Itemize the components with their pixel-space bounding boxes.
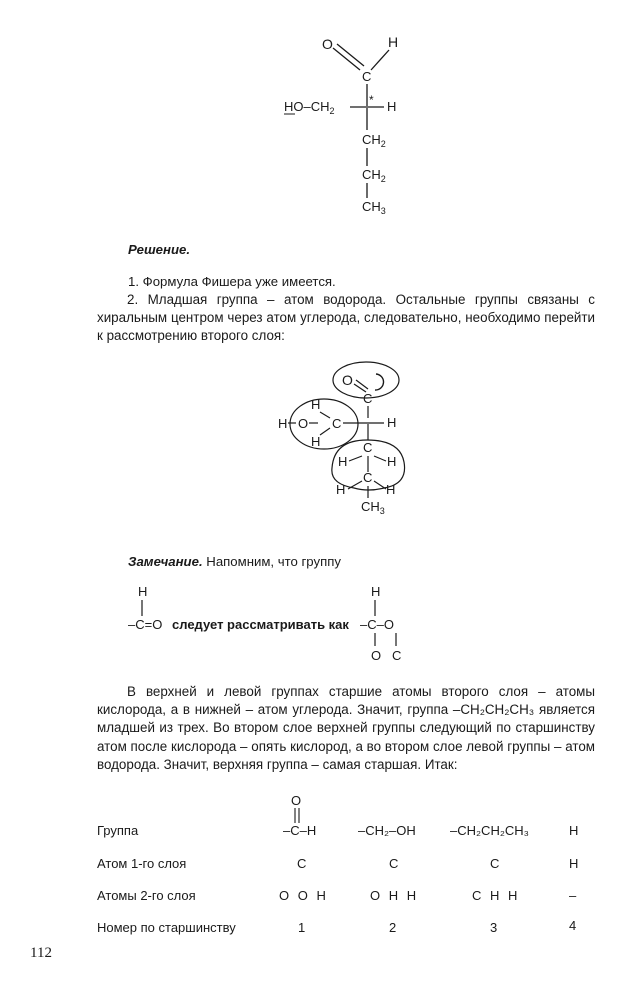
- table-cell: –C–H: [283, 823, 317, 838]
- table-cell: –: [569, 888, 577, 903]
- table-cell: C H H: [472, 888, 518, 903]
- note-formula: [120, 582, 420, 672]
- molecule-2-structure: [272, 360, 422, 520]
- table-cell: C: [389, 856, 399, 871]
- row-label: Группа: [97, 823, 139, 838]
- mol2-h-right: H: [387, 415, 397, 430]
- row-label: Атом 1-го слоя: [97, 856, 187, 871]
- explanation-paragraph: В верхней и левой группах старшие атомы второго слоя – атомы кислорода, а в нижней – атом углерода. Значит, группа –CH₂CH₂CH₃ является младшей из трех. Во втором слое верхней группы следующий по старшинству атом после кислорода – опять кислород, а во втором слое левой группы – атом водорода. Значит, верхняя группа – самая старшая. Итак:: [97, 684, 595, 772]
- table-cell: –CH₂CH₂CH₃: [450, 823, 529, 838]
- table-cell: 2: [389, 920, 397, 935]
- mol2-h-lu: H: [311, 397, 321, 412]
- mol1-c-top: C: [362, 69, 372, 84]
- mol1-chiral-star: *: [369, 93, 374, 107]
- note-right-o: O: [371, 648, 382, 663]
- mol1-ch2-a: $CH_2$: [362, 132, 386, 149]
- row-label: Номер по старшинству: [97, 920, 236, 935]
- table-cell: 4: [569, 918, 577, 933]
- mol2-c-mid: C: [363, 440, 373, 455]
- mol2-h-ld: H: [311, 434, 321, 449]
- row-label: Атомы 2-го слоя: [97, 888, 196, 903]
- note-heading: Замечание.: [128, 554, 203, 569]
- mol1-ch3: $CH_3$: [362, 199, 386, 216]
- mol1-ch2-b: $CH_2$: [362, 167, 386, 184]
- table-cell: H: [569, 856, 579, 871]
- note-line: [128, 553, 341, 571]
- note-right-c: C: [392, 648, 402, 663]
- note-text: Напомним, что группу: [206, 554, 341, 569]
- aldehyde-oxygen: O: [291, 793, 302, 808]
- page-number: 112: [30, 945, 52, 961]
- mol2-h-br2: H: [386, 482, 396, 497]
- note-right-h: H: [371, 584, 381, 599]
- table-cell: H: [569, 823, 579, 838]
- aldehyde-double-bond: [293, 808, 301, 824]
- solution-heading: Решение.: [128, 242, 191, 257]
- molecule-1-structure: [270, 28, 410, 218]
- table-cell: C: [490, 856, 500, 871]
- mol1-h-right: H: [387, 99, 397, 114]
- note-left-h: H: [138, 584, 148, 599]
- mol1-ho-ch2: $HO-CH_2$: [284, 99, 335, 116]
- mol2-c-low: C: [363, 470, 373, 485]
- solution-step-1: 1. Формула Фишера уже имеется.: [128, 274, 336, 289]
- mol1-h-top: H: [388, 34, 399, 50]
- table-cell: –CH₂–OH: [358, 823, 416, 838]
- note-right-formula: –C–O: [360, 617, 394, 632]
- mol2-h-br: H: [387, 454, 397, 469]
- note-middle-text: следует рассматривать как: [172, 617, 349, 632]
- mol2-o-left: O: [298, 416, 309, 431]
- table-cell: 3: [490, 920, 498, 935]
- mol2-h-left: H: [278, 416, 288, 431]
- mol1-oxygen: O: [322, 36, 333, 52]
- table-cell: C: [297, 856, 307, 871]
- note-left-formula: –C=O: [128, 617, 163, 632]
- mol2-ch3: $CH_3$: [361, 499, 385, 516]
- table-cell: O H H: [370, 888, 417, 903]
- table-cell: 1: [298, 920, 306, 935]
- mol2-c-top: C: [363, 391, 373, 406]
- mol2-oxygen: O: [342, 372, 353, 388]
- table-cell: O O H: [279, 888, 326, 903]
- mol2-h-bl2: H: [336, 482, 346, 497]
- mol2-c-left: C: [332, 416, 342, 431]
- solution-step-2: 2. Младшая группа – атом водорода. Остальные группы связаны с хиральным центром через атом углерода, следовательно, необходимо перейти к рассмотрению второго слоя:: [97, 292, 595, 344]
- mol2-h-bl: H: [338, 454, 348, 469]
